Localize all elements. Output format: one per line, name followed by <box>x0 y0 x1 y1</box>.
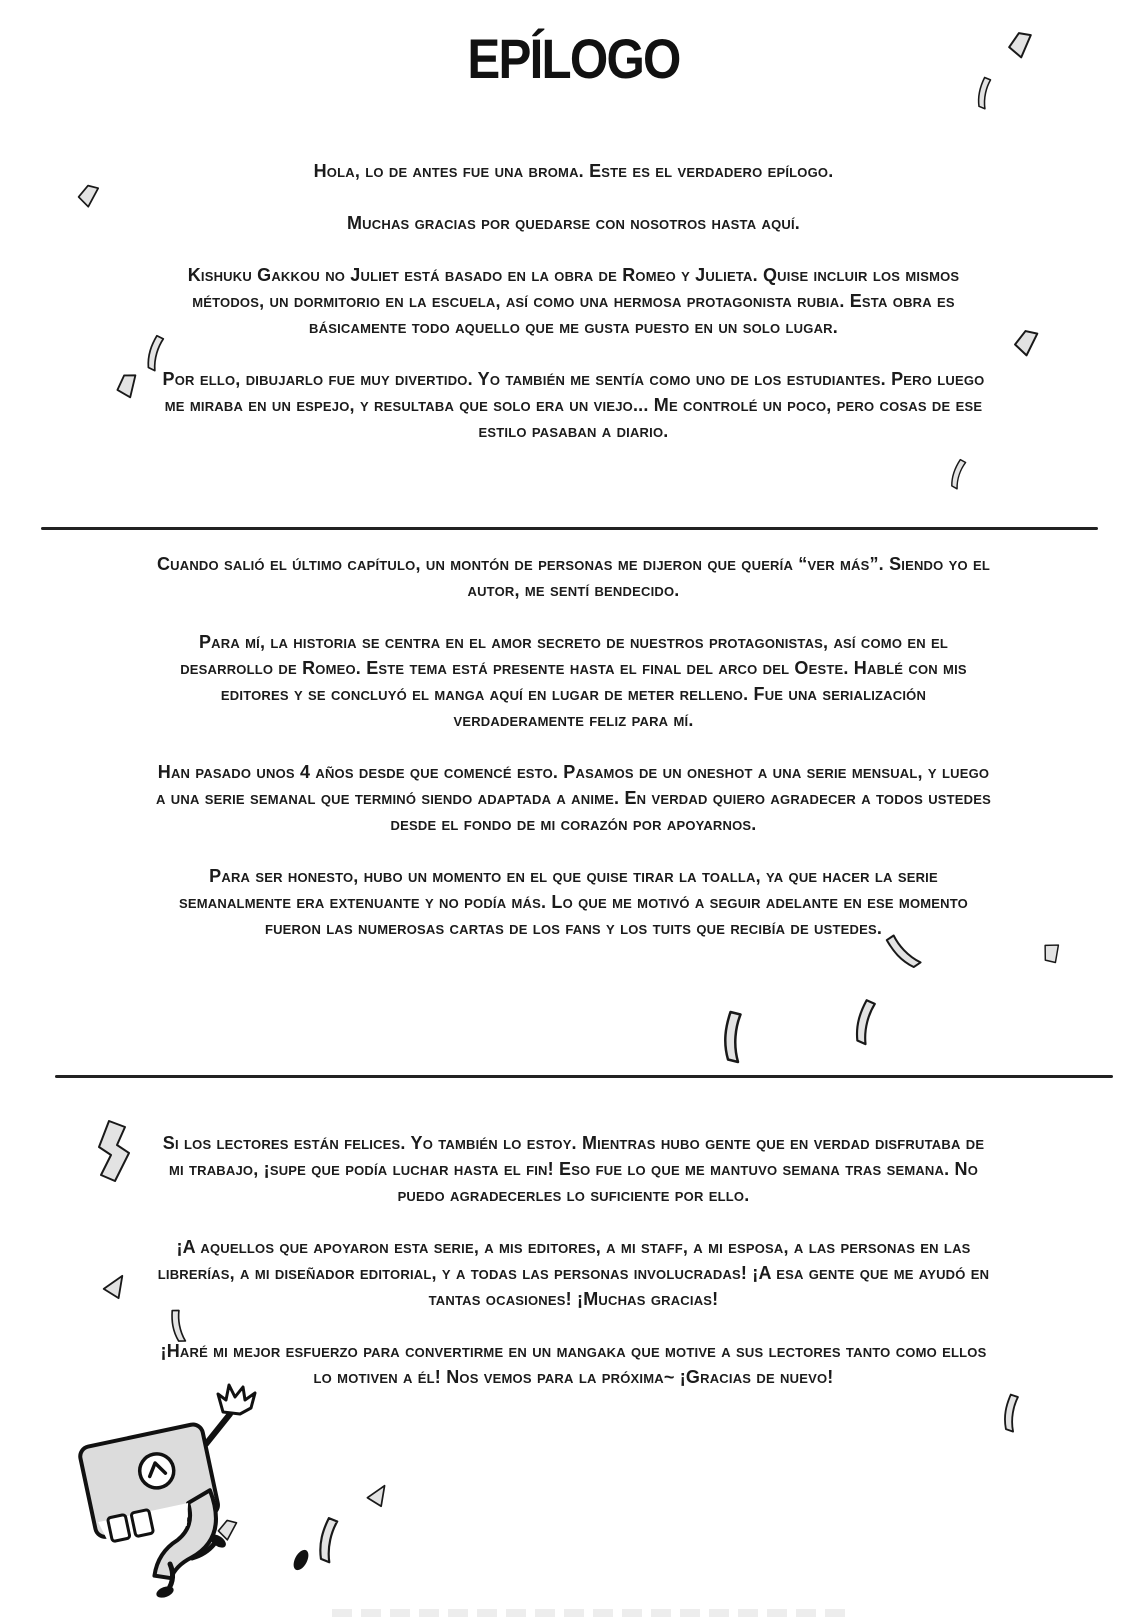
paper-scrap-icon <box>1039 937 1064 971</box>
section-divider <box>55 1075 1113 1078</box>
epilogue-section-2 <box>144 551 1004 967</box>
paragraph: Cuando salió el último capítulo, un montón de personas me dijeron que quería “ver más”. Siendo yo el autor, me sentí bendecido. <box>156 554 991 600</box>
paper-scrap-icon <box>718 1008 748 1066</box>
cutoff-text-remnant <box>332 1609 850 1617</box>
epilogue-section-1 <box>144 158 1004 470</box>
paragraph: ¡A aquellos que apoyaron esta serie, a mis editores, a mi staff, a mi esposa, a las personas en las librerías, a mi diseñador editorial, y a todas las personas involucradas! ¡A esa gente que me ayudó en tantas ocasiones! ¡Muchas gracias! <box>157 1237 990 1309</box>
paragraph: Para mí, la historia se centra en el amor secreto de nuestros protagonistas, así como en el desarrollo de Romeo. Este tema está presente hasta el final del arco del Oeste. Hablé con mis editores y se concluyó el manga aquí en lugar de meter relleno. Fue una serialización verdaderamente feliz para mí. <box>180 632 967 730</box>
paragraph: Muchas gracias por quedarse con nosotros hasta aquí. <box>346 213 800 233</box>
paper-scrap-icon <box>970 74 998 111</box>
paper-scrap-icon <box>848 994 883 1050</box>
paragraph: Si los lectores están felices. Yo también lo estoy. Mientras hubo gente que en verdad disfrutaba de mi trabajo, ¡supe que podía luchar hasta el fin! Eso fue lo que me mantuvo semana tras semana. No puedo agradecerles lo suficiente por ello. <box>162 1133 985 1205</box>
paragraph: Kishuku Gakkou no Juliet está basado en la obra de Romeo y Julieta. Quise incluir los mismos métodos, un dormitorio en la escuela, así como una hermosa protagonista rubia. Esta obra es básicamente todo aquello que me gusta puesto en un solo lugar. <box>187 265 960 337</box>
paper-scrap-icon <box>95 1118 133 1186</box>
paper-scrap-icon <box>108 364 149 408</box>
author-mascot-illustration <box>58 1382 313 1597</box>
section-divider <box>41 527 1098 530</box>
paper-scrap-icon <box>997 1381 1024 1445</box>
paper-scrap-icon <box>1002 324 1051 362</box>
paper-scrap-icon <box>309 1514 347 1566</box>
paragraph: Hola, lo de antes fue una broma. Este es el verdadero epílogo. <box>313 161 834 181</box>
paragraph: ¡Haré mi mejor esfuerzo para convertirme en un mangaka que motive a sus lectores tanto como ellos lo motiven a él! Nos vemos para la próxima~ ¡Gracias de nuevo! <box>160 1341 987 1387</box>
page-title: EPÍLOGO <box>467 27 680 90</box>
paragraph: Han pasado unos 4 años desde que comencé esto. Pasamos de un oneshot a una serie mensual, y luego a una serie semanal que terminó siendo adaptada a anime. En verdad quiero agradecer a todos ustedes desde el fondo de mi corazón por apoyarnos. <box>156 762 991 834</box>
paper-scrap-icon <box>362 1484 390 1508</box>
paragraph: Por ello, dibujarlo fue muy divertido. Yo también me sentía como uno de los estudiantes. Pero luego me miraba en un espejo, y resultaba que solo era un viejo... Me controlé un poco, pero cosas de ese estilo pasaban a diario. <box>162 369 985 441</box>
paper-scrap-icon <box>72 181 106 212</box>
paper-scrap-icon <box>100 1268 126 1306</box>
paragraph: Para ser honesto, hubo un momento en el que quise tirar la toalla, ya que hacer la serie semanalmente era extenuante y no podía más. Lo que me motivó a seguir adelante en ese momento fueron las numerosas cartas de los fans y los tuits que recibía de ustedes. <box>179 866 968 938</box>
epilogue-section-3 <box>144 1130 1004 1416</box>
